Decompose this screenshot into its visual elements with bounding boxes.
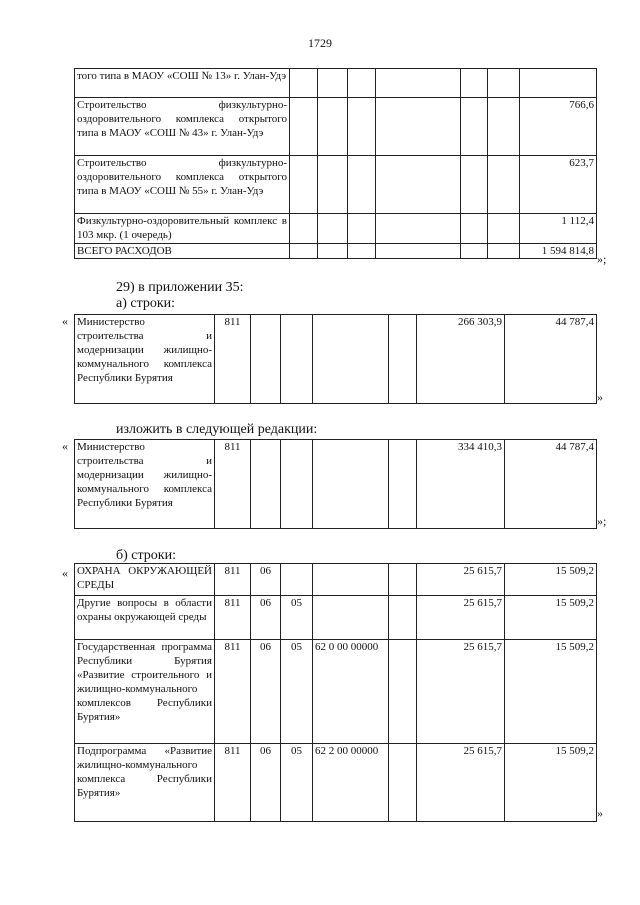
row-subsection: 05 (281, 640, 313, 744)
row-section: 06 (251, 596, 281, 640)
table-row (75, 596, 597, 640)
subsection-a-title: а) строки: (116, 296, 176, 311)
row-value-2: 15 509,2 (505, 596, 597, 640)
row-csr: 62 2 00 00000 (313, 744, 389, 822)
row-value: 623,7 (520, 156, 597, 214)
table-row (75, 214, 597, 244)
ministry-name: Министерство строительства и модернизации жилищно-коммунального комплекса Республики Бурятия (75, 440, 215, 529)
row-value-2: 15 509,2 (505, 640, 597, 744)
row-name: Подпрограмма «Развитие жилищно-коммунального комплекса Республики Бурятия» (75, 744, 215, 822)
row-csr (313, 564, 389, 596)
value-2: 44 787,4 (505, 440, 597, 529)
row-subsection (281, 564, 313, 596)
close-quote: »; (597, 514, 607, 528)
ministry-row-new (74, 439, 597, 529)
row-value (520, 69, 597, 98)
row-name: Строительство физкультурно-оздоровительного комплекса открытого типа в МАОУ «СОШ № 43» г. Улан-Удэ (75, 98, 290, 156)
subsection-b-title: б) строки: (116, 548, 176, 563)
closing-quote: »; (597, 252, 607, 266)
row-code: 811 (215, 596, 251, 640)
row-value-1: 25 615,7 (417, 596, 505, 640)
value-1: 266 303,9 (417, 315, 505, 404)
row-section: 06 (251, 640, 281, 744)
close-quote: » (597, 806, 603, 820)
row-section: 06 (251, 564, 281, 596)
ministry-row-old (74, 314, 597, 404)
table-row (75, 98, 597, 156)
total-row (75, 244, 597, 259)
open-quote: « (62, 314, 68, 328)
open-quote: « (62, 439, 68, 453)
page-number: 1729 (308, 36, 332, 50)
row-subsection: 05 (281, 596, 313, 640)
section-29-title: 29) в приложении 35: (116, 280, 244, 295)
ministry-code: 811 (215, 440, 251, 529)
row-csr (313, 596, 389, 640)
row-code: 811 (215, 640, 251, 744)
ministry-code: 811 (215, 315, 251, 404)
row-value-1: 25 615,7 (417, 744, 505, 822)
row-name: того типа в МАОУ «СОШ № 13» г. Улан-Удэ (75, 69, 290, 98)
table-row (75, 640, 597, 744)
row-value-1: 25 615,7 (417, 564, 505, 596)
ministry-name: Министерство строительства и модернизации жилищно-коммунального комплекса Республики Бурятия (75, 315, 215, 404)
row-value: 1 112,4 (520, 214, 597, 244)
table-row (75, 156, 597, 214)
row-value: 766,6 (520, 98, 597, 156)
total-value: 1 594 814,8 (520, 244, 597, 259)
row-name: Другие вопросы в области охраны окружающей среды (75, 596, 215, 640)
close-quote: » (597, 390, 603, 404)
value-2: 44 787,4 (505, 315, 597, 404)
table-row (75, 744, 597, 822)
row-value-1: 25 615,7 (417, 640, 505, 744)
row-value-2: 15 509,2 (505, 564, 597, 596)
value-1: 334 410,3 (417, 440, 505, 529)
table-row (75, 564, 597, 596)
environment-table (74, 563, 597, 822)
row-name: Государственная программа Республики Бурятия «Развитие строительного и жилищно-коммунального комплексов Республики Бурятия» (75, 640, 215, 744)
total-label: ВСЕГО РАСХОДОВ (75, 244, 290, 259)
row-name: Физкультурно-оздоровительный комплекс в 103 мкр. (1 очередь) (75, 214, 290, 244)
row-subsection: 05 (281, 744, 313, 822)
row-code: 811 (215, 744, 251, 822)
row-code: 811 (215, 564, 251, 596)
row-section: 06 (251, 744, 281, 822)
table-row (75, 69, 597, 98)
row-value-2: 15 509,2 (505, 744, 597, 822)
replace-text: изложить в следующей редакции: (116, 422, 318, 437)
row-name: Строительство физкультурно-оздоровительного комплекса открытого типа в МАОУ «СОШ № 55» г. Улан-Удэ (75, 156, 290, 214)
expenses-table-continuation (74, 68, 597, 259)
open-quote: « (62, 566, 68, 580)
row-csr: 62 0 00 00000 (313, 640, 389, 744)
row-name: ОХРАНА ОКРУЖАЮЩЕЙ СРЕДЫ (75, 564, 215, 596)
